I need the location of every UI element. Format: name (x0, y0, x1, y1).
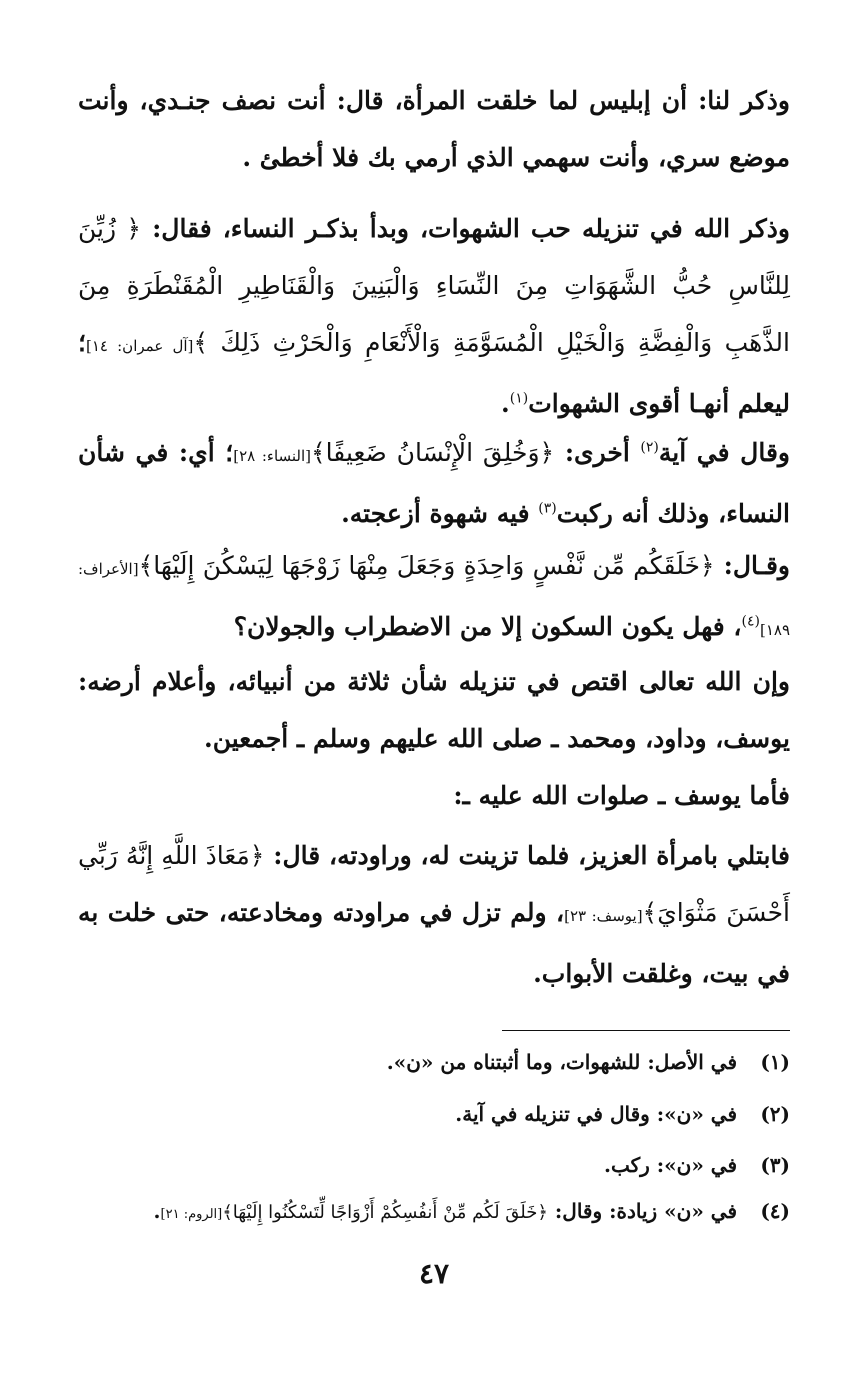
footnote-text: في «ن»: وقال في تنزيله في آية. (455, 1102, 738, 1126)
quran-verse: ﴿وَخُلِقَ الْإِنْسَانُ ضَعِيفًا﴾ (311, 438, 555, 467)
footnote-marker: (٢) (640, 439, 659, 456)
footnote-text: في الأصل: للشهوات، وما أثبتناه من «ن». (386, 1050, 738, 1074)
footnote-number: (٢) (760, 1102, 790, 1126)
verse-reference: [الأعراف: ١٨٩] (78, 560, 790, 639)
paragraph-4-intro: وقـال: (714, 551, 791, 580)
footnote-number: (١) (760, 1050, 790, 1074)
footnote-1 (78, 1046, 790, 1078)
footnote-2 (78, 1098, 790, 1130)
verse-reference: [الروم: ٢١] (160, 1207, 223, 1222)
footnote-end: . (153, 1199, 161, 1223)
paragraph-5: وإن الله تعالى اقتص في تنزيله شأن ثلاثة من أنبيائه، وأعلام أرضه: يوسف، وداود، ومحمد ـ صلى الله عليهم وسلم ـ أجمعين. (78, 667, 790, 753)
paragraph-3 (78, 424, 790, 542)
quran-verse: ﴿خَلَقَ لَكُم مِّنْ أَنفُسِكُمْ أَزْوَاجًا لِّتَسْكُنُوا إِلَيْهَا﴾ (222, 1202, 548, 1223)
paragraph-7-after: ، ولم تزل في مراودته ومخادعته، حتى خلت به في بيت، وغلقت الأبواب. (78, 898, 790, 988)
paragraph-3-text1: وقال في آية (658, 438, 790, 467)
paragraph-3-text3: ؛ أي: في شأن النساء، وذلك أنه ركبت (78, 438, 790, 528)
paragraph-1: وذكر لنا: أن إبليس لما خلقت المرأة، قال: أنت نصف جنـدي، وأنت موضع سري، وأنت سهمي الذي أرمي بك فلا أخطئ . (78, 86, 790, 172)
paragraph-7-intro: فابتلي بامرأة العزيز، فلما تزينت له، وراودته، قال: (264, 841, 791, 870)
verse-reference: [يوسف: ٢٣] (564, 907, 643, 925)
paragraph-6: فأما يوسف ـ صلوات الله عليه ـ: (453, 781, 790, 810)
footnote-intro: في «ن» زيادة: وقال: (547, 1199, 738, 1223)
paragraph-2-after: ؛ ليعلم أنهـا أقوى الشهوات (78, 328, 790, 418)
paragraph-3-text2: أخرى: (554, 438, 641, 467)
quran-verse: ﴿مَعَاذَ اللَّهِ إِنَّهُ رَبِّي أَحْسَنَ مَثْوَايَ﴾ (78, 841, 790, 927)
verse-reference: [النساء: ٢٨] (233, 447, 312, 465)
footnote-marker: (٤) (741, 613, 760, 630)
verse-reference: [آل عمران: ١٤] (85, 337, 194, 355)
paragraph-2-intro: وذكر الله في تنزيله حب الشهوات، وبدأ بذكـر النساء، فقال: (141, 214, 790, 243)
paragraph-2-end: . (501, 389, 510, 418)
footnote-marker: (١) (509, 390, 529, 407)
footnote-text: في «ن»: ركب. (604, 1153, 738, 1177)
paragraph-2 (78, 200, 790, 432)
paragraph-3-text4: فيه شهوة أزعجته. (341, 499, 539, 528)
paragraph-4 (78, 537, 790, 659)
page-number: ٤٧ (418, 1257, 450, 1290)
footnote-number: (٣) (760, 1153, 790, 1177)
footnote-4 (78, 1195, 790, 1231)
paragraph-4-after: ، فهل يكون السكون إلا من الاضطراب والجولان؟ (233, 612, 742, 641)
footnote-3 (78, 1149, 790, 1181)
footnote-number: (٤) (760, 1199, 790, 1223)
footnote-separator (502, 1030, 790, 1031)
quran-verse: ﴿ زُيِّنَ لِلنَّاسِ حُبُّ الشَّهَوَاتِ مِنَ النِّسَاءِ وَالْبَنِينَ وَالْقَنَاطِيرِ الْمُقَنْطَرَةِ مِنَ الذَّهَبِ وَالْفِضَّةِ وَالْخَيْلِ الْمُسَوَّمَةِ وَالْأَنْعَامِ وَالْحَرْثِ ذَلِكَ ﴾ (78, 214, 790, 357)
paragraph-7 (78, 827, 790, 1002)
quran-verse: ﴿خَلَقَكُم مِّن نَّفْسٍ وَاحِدَةٍ وَجَعَلَ مِنْهَا زَوْجَهَا لِيَسْكُنَ إِلَيْهَا﴾ (138, 551, 715, 580)
footnote-marker: (٣) (538, 500, 557, 517)
